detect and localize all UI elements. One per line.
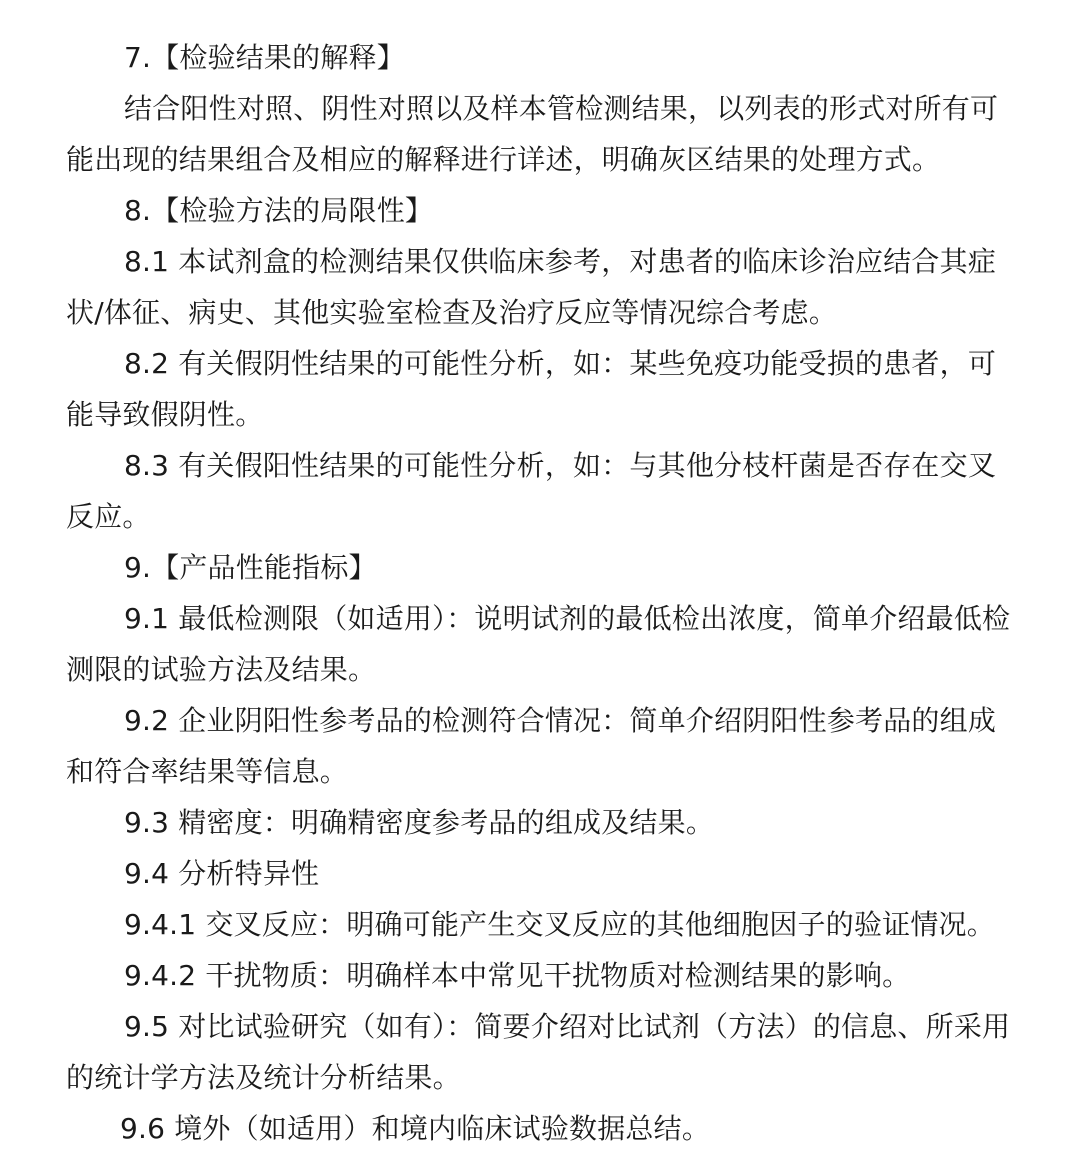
section-9-4-heading: 9.4 分析特异性: [124, 857, 320, 890]
document-body: [66, 32, 1018, 1154]
section-9-heading: 9.【产品性能指标】: [124, 551, 377, 584]
section-9-4-1-text: 9.4.1 交叉反应：明确可能产生交叉反应的其他细胞因子的验证情况。: [124, 908, 995, 941]
section-7-heading: 7.【检验结果的解释】: [124, 41, 405, 74]
section-8-heading: 8.【检验方法的局限性】: [124, 194, 434, 227]
section-8-3-text: 8.3 有关假阳性结果的可能性分析，如：与其他分枝杆菌是否存在交叉反应。: [66, 449, 997, 533]
section-8-2-text: 8.2 有关假阴性结果的可能性分析，如：某些免疫功能受损的患者，可能导致假阴性。: [66, 347, 997, 431]
section-9-5-text: 9.5 对比试验研究（如有）：简要介绍对比试剂（方法）的信息、所采用的统计学方法及统计分析结果。: [66, 1010, 1011, 1094]
section-8-1-text: 8.1 本试剂盒的检测结果仅供临床参考，对患者的临床诊治应结合其症状/体征、病史、其他实验室检查及治疗反应等情况综合考虑。: [66, 245, 997, 329]
section-7-text: 结合阳性对照、阴性对照以及样本管检测结果，以列表的形式对所有可能出现的结果组合及相应的解释进行详述，明确灰区结果的处理方式。: [66, 92, 999, 176]
section-9-2-text: 9.2 企业阴阳性参考品的检测符合情况：简单介绍阴阳性参考品的组成和符合率结果等信息。: [66, 704, 997, 788]
section-9-1-text: 9.1 最低检测限（如适用）：说明试剂的最低检出浓度，简单介绍最低检测限的试验方法及结果。: [66, 602, 1011, 686]
section-9-3-text: 9.3 精密度：明确精密度参考品的组成及结果。: [124, 806, 715, 839]
section-9-6-text: 9.6 境外（如适用）和境内临床试验数据总结。: [120, 1112, 711, 1145]
section-9-4-2-text: 9.4.2 干扰物质：明确样本中常见干扰物质对检测结果的影响。: [124, 959, 911, 992]
